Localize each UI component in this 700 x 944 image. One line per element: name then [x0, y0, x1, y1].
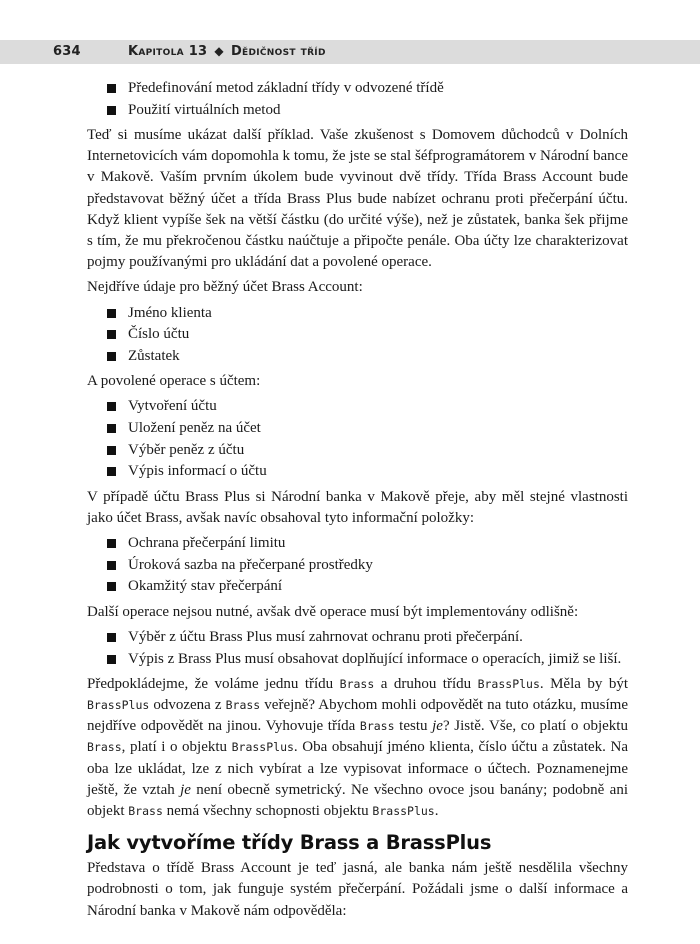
code-brassplus: BrassPlus: [87, 697, 150, 712]
square-bullet-icon: [107, 539, 116, 548]
chapter-heading: [128, 44, 326, 59]
square-bullet-icon: [107, 655, 116, 664]
square-bullet-icon: [107, 309, 116, 318]
list-item: [87, 440, 628, 461]
paragraph-operations-intro: A povolené operace s účtem:: [87, 373, 261, 390]
list-item: [87, 576, 628, 597]
code-brassplus: BrassPlus: [372, 804, 435, 818]
list-item: [87, 533, 628, 554]
square-bullet-icon: [107, 424, 116, 433]
code-brass: Brass: [359, 719, 395, 734]
list-item-text: Výběr z účtu Brass Plus musí zahrnovat ochranu proti přečerpání.: [128, 628, 523, 645]
list-item-text: Okamžitý stav přečerpání: [128, 578, 283, 595]
list-item: [87, 346, 628, 367]
list-item: [87, 627, 628, 648]
page-body: [87, 78, 628, 926]
paragraph-brass-plus-intro: V případě účtu Brass Plus si Národní banka v Makově přeje, aby měl stejné vlastnosti jako účet Brass, avšak navíc obsahoval tyto informační položky:: [87, 488, 628, 526]
paragraph-overdraft-details: Představa o třídě Brass Account je teď jasná, ale banka nám ještě nesdělila všechny podrobnosti o tom, jak funguje systém přečerpání. Požádali jsme o další informace a Národní banka v Makově nám odpověděla:: [87, 860, 628, 919]
paragraph-different-ops-intro: Další operace nejsou nutné, avšak dvě operace musí být implementovány odlišně:: [87, 603, 579, 620]
square-bullet-icon: [107, 633, 116, 642]
brass-plus-items-list: [87, 533, 628, 598]
code-brassplus: BrassPlus: [477, 676, 540, 691]
square-bullet-icon: [107, 467, 116, 476]
list-item-text: Vytvoření účtu: [128, 398, 217, 415]
diamond-separator-icon: ◆: [214, 44, 224, 58]
code-brassplus: BrassPlus: [231, 740, 294, 755]
square-bullet-icon: [107, 446, 116, 455]
list-item: [87, 324, 628, 345]
list-item-text: Číslo účtu: [128, 326, 190, 343]
list-item-text: Uložení peněz na účet: [128, 420, 261, 437]
square-bullet-icon: [107, 84, 116, 93]
code-brass: Brass: [225, 697, 261, 712]
code-brass: Brass: [339, 676, 375, 691]
section-heading: Jak vytvoříme třídy Brass a BrassPlus: [87, 831, 492, 855]
account-data-list: [87, 303, 628, 368]
operations-list: [87, 396, 628, 482]
list-item-text: Úroková sazba na přečerpané prostředky: [128, 556, 373, 573]
list-item-text: Použití virtuálních metod: [128, 101, 281, 118]
code-brass: Brass: [128, 804, 163, 818]
list-item: [87, 78, 628, 99]
list-item-text: Ochrana přečerpání limitu: [128, 535, 286, 552]
list-item: [87, 418, 628, 439]
square-bullet-icon: [107, 561, 116, 570]
running-header: [0, 40, 700, 64]
list-item-text: Výběr peněz z účtu: [128, 441, 245, 458]
list-item: [87, 461, 628, 482]
list-item-text: Výpis informací o účtu: [128, 463, 267, 480]
different-ops-list: [87, 627, 628, 670]
paragraph-is-a-relationship: Předpokládejme, že voláme jednu třídu Brass a druhou třídu BrassPlus. Měla by být BrassPlus odvozena z Brass veřejně? Abychom mohli odpovědět na tuto otázku, musíme nejdříve odpovědět na jinou. Vyhovuje třída Brass testu je? Jistě. Vše, co platí o objektu Brass, platí i o objektu BrassPlus. Oba obsahují jméno klienta, číslo účtu a zůstatek. Na oba lze ukládat, lze z nich vybírat a lze vypisovat informace o účtech. Poznamenejme ještě, že vztah je není obecně symetrický. Ne všechno ovoce jsou banány; podobně ani objekt Brass nemá všechny schopnosti objektu BrassPlus.: [87, 675, 628, 819]
list-item: [87, 555, 628, 576]
list-item-text: Jméno klienta: [128, 304, 212, 321]
list-item: [87, 100, 628, 121]
list-item: [87, 396, 628, 417]
square-bullet-icon: [107, 330, 116, 339]
code-brass: Brass: [87, 740, 122, 755]
square-bullet-icon: [107, 402, 116, 411]
square-bullet-icon: [107, 582, 116, 591]
list-item-text: Zůstatek: [128, 347, 180, 364]
list-item-text: Výpis z Brass Plus musí obsahovat doplňující informace o operacích, jimiž se liší.: [128, 650, 622, 667]
list-item-text: Předefinování metod základní třídy v odvozené třídě: [128, 80, 444, 96]
list-item: [87, 649, 628, 670]
intro-list: [87, 78, 628, 121]
chapter-label: Kapitola 13: [128, 44, 208, 59]
paragraph-account-data-intro: Nejdříve údaje pro běžný účet Brass Account:: [87, 279, 363, 296]
square-bullet-icon: [107, 106, 116, 115]
emphasis-je: je: [432, 718, 443, 735]
emphasis-je: je: [180, 781, 191, 798]
square-bullet-icon: [107, 352, 116, 361]
list-item: [87, 303, 628, 324]
page-number: 634: [53, 44, 81, 59]
chapter-title: Dědičnost tříd: [230, 44, 326, 59]
paragraph-brass-example: Teď si musíme ukázat další příklad. Vaše zkušenost s Domovem důchodců v Dolních Internetovicích vám dopomohla k tomu, že jste se stal šéfprogramátorem v Národní bance v Makově. Vaším prvním úkolem bude vyvinout dvě třídy. Třída Brass Account bude představovat běžný účet a třída Brass Plus bude nabízet ochranu proti přečerpání účtu. Když klient vypíše šek na větší částku (do určité výše), než je zůstatek, banka šek přijme s tím, že mu překročenou částku naúčtuje a připočte penále. Oba účty lze charakterizovat pojmy používanými pro ukládání dat a povolené operace.: [87, 126, 628, 271]
